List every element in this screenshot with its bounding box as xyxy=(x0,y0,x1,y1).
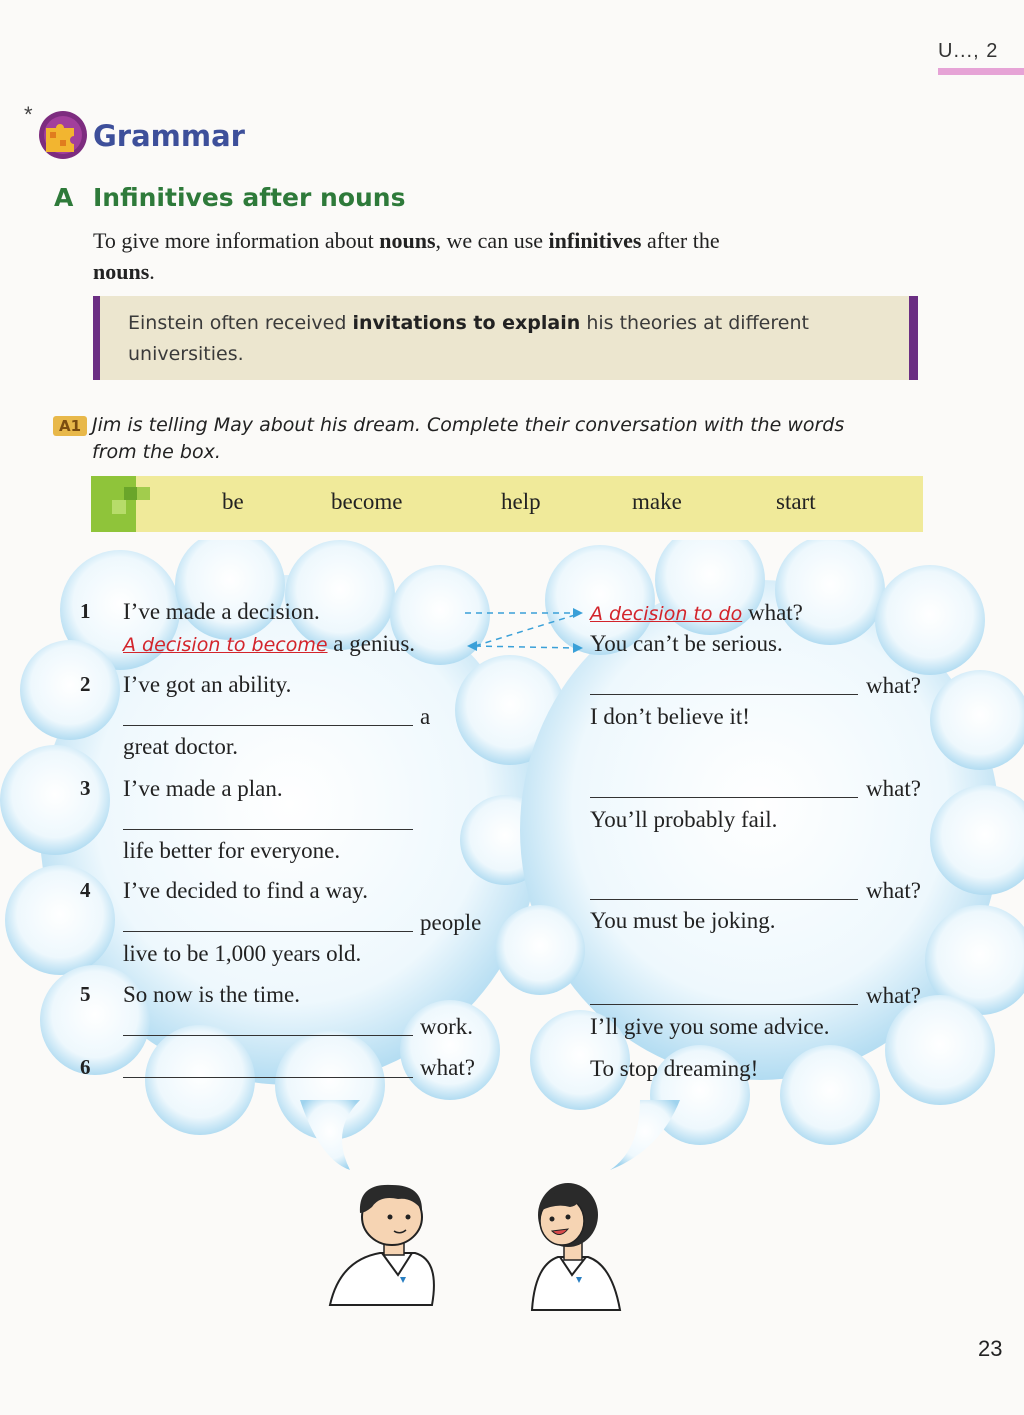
item-number: 2 xyxy=(80,672,91,696)
may-line-3a: what? xyxy=(866,776,921,801)
section-title: Grammar xyxy=(93,119,245,153)
girl-character xyxy=(532,1183,620,1310)
jim-line-4a: I’ve decided to find a way. xyxy=(123,878,369,903)
answer-blank-2r[interactable] xyxy=(590,670,858,695)
jim-line-5a: So now is the time. xyxy=(123,982,300,1007)
may-line-2b: I don’t believe it! xyxy=(590,704,750,729)
example-answer: A decision to become xyxy=(123,634,328,656)
asterisk-mark: * xyxy=(24,102,33,127)
word-option: make xyxy=(632,489,682,514)
may-line-2a: what? xyxy=(866,673,921,698)
intro-paragraph: To give more information about nouns, we can use infinitives after the nouns. xyxy=(93,228,720,284)
word-box-square xyxy=(137,487,150,500)
may-line-5b: I’ll give you some advice. xyxy=(590,1014,830,1039)
answer-blank-2[interactable] xyxy=(123,701,413,726)
answer-blank-6[interactable] xyxy=(123,1053,413,1078)
page-number: 23 xyxy=(978,1336,1003,1361)
may-line-6: To stop dreaming! xyxy=(590,1056,759,1081)
answer-blank-5[interactable] xyxy=(123,1011,413,1036)
item-number: 3 xyxy=(80,776,91,800)
jim-line-1a: I’ve made a decision. xyxy=(123,599,320,624)
answer-blank-5r[interactable] xyxy=(590,980,858,1005)
subsection-letter: A xyxy=(54,183,74,212)
answer-blank-4[interactable] xyxy=(123,907,413,932)
may-line-3b: You’ll probably fail. xyxy=(590,807,778,832)
word-option: become xyxy=(331,489,403,514)
jim-and-may-illustration xyxy=(320,1165,640,1315)
word-option: start xyxy=(776,489,816,514)
jim-line-2c: great doctor. xyxy=(123,734,238,759)
jim-line-4c: live to be 1,000 years old. xyxy=(123,941,362,966)
jim-line-3a: I’ve made a plan. xyxy=(123,776,283,801)
grammar-puzzle-icon xyxy=(38,110,88,160)
item-number: 6 xyxy=(80,1055,91,1079)
may-line-4b: You must be joking. xyxy=(590,908,776,933)
item-number: 4 xyxy=(80,878,91,902)
word-option: be xyxy=(222,489,244,514)
boy-character xyxy=(330,1185,434,1305)
unit-color-bar xyxy=(938,68,1024,75)
jim-line-5b: work. xyxy=(420,1014,474,1039)
may-line-1b: You can’t be serious. xyxy=(590,631,783,656)
word-box-square xyxy=(112,500,126,514)
word-option: help xyxy=(501,489,541,514)
example-sentence: Einstein often received invitations to explain his theories at different universities. xyxy=(128,312,809,365)
answer-blank-3[interactable] xyxy=(123,805,413,830)
may-line-4a: what? xyxy=(866,878,921,903)
example-answer: A decision to do xyxy=(590,603,743,625)
exercise-badge: A1 xyxy=(53,416,87,436)
answer-blank-3r[interactable] xyxy=(590,773,858,798)
jim-line-3c: life better for everyone. xyxy=(123,838,341,863)
word-box-square xyxy=(124,487,137,500)
may-line-5a: what? xyxy=(866,983,921,1008)
exercise-instruction: Jim is telling May about his dream. Complete their conversation with the words from the box. xyxy=(92,414,845,463)
jim-line-2b: a xyxy=(420,704,431,729)
item-number: 1 xyxy=(80,599,91,623)
unit-tag: U..., 2 xyxy=(938,40,999,62)
jim-line-1b: A decision to become a genius. xyxy=(123,631,416,656)
subsection-title: Infinitives after nouns xyxy=(93,183,406,212)
item-number: 5 xyxy=(80,982,91,1006)
jim-line-6b: what? xyxy=(420,1055,475,1080)
jim-line-4b: people xyxy=(420,910,482,935)
answer-blank-4r[interactable] xyxy=(590,875,858,900)
jim-line-2a: I’ve got an ability. xyxy=(123,672,292,697)
may-line-1a: A decision to do what? xyxy=(590,600,803,625)
